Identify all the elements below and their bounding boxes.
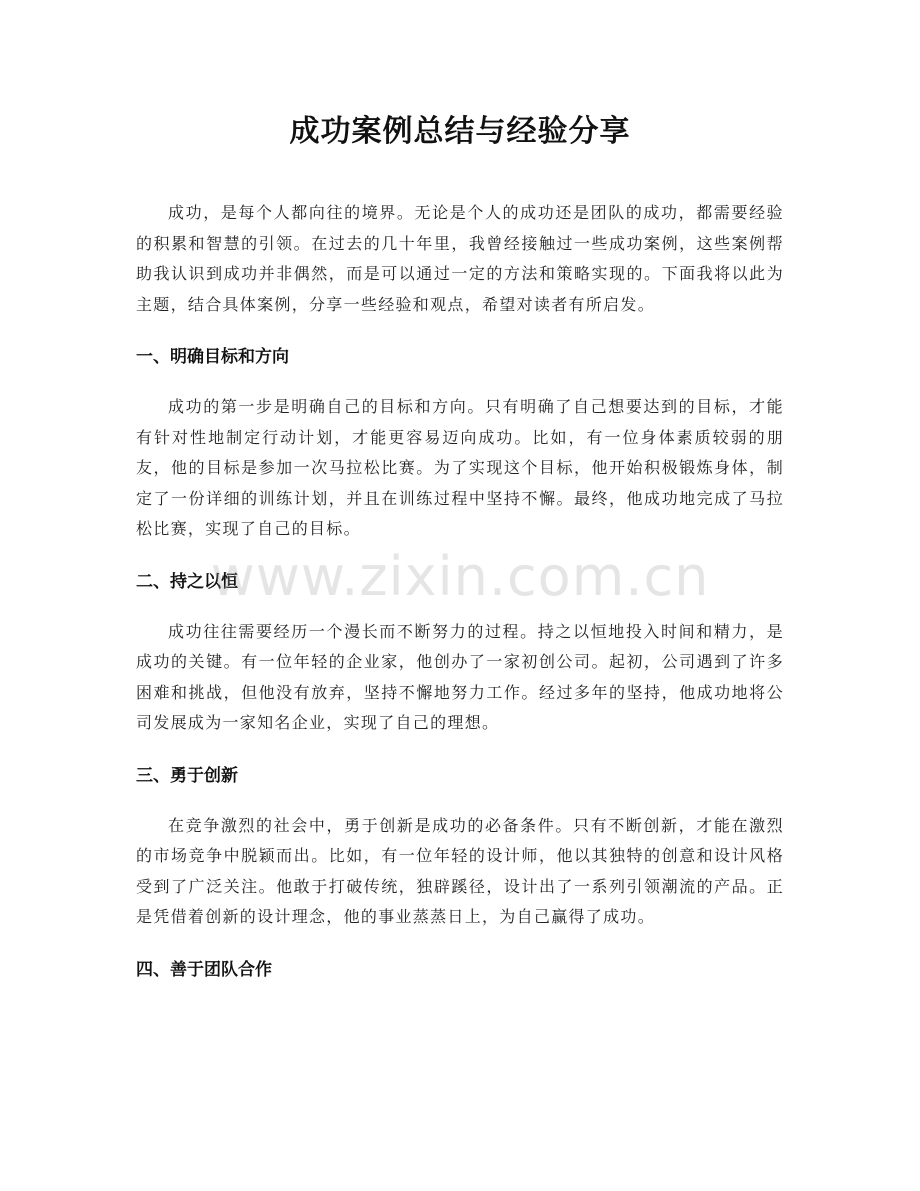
intro-paragraph: 成功，是每个人都向往的境界。无论是个人的成功还是团队的成功，都需要经验的积累和智慧的引领。在过去的几十年里，我曾经接触过一些成功案例，这些案例帮助我认识到成功并非偶然，而是可以通过一定的方法和策略实现的。下面我将以此为主题，结合具体案例，分享一些经验和观点，希望对读者有所启发。 <box>136 203 784 314</box>
section-body-3: 在竞争激烈的社会中，勇于创新是成功的必备条件。只有不断创新，才能在激烈的市场竞争中脱颖而出。比如，有一位年轻的设计师，他以其独特的创意和设计风格受到了广泛关注。他敢于打破传统，独辟蹊径，设计出了一系列引领潮流的产品。正是凭借着创新的设计理念，他的事业蒸蒸日上，为自己赢得了成功。 <box>136 815 784 926</box>
section-heading-2: 二、持之以恒 <box>136 571 238 592</box>
section-body-2: 成功往往需要经历一个漫长而不断努力的过程。持之以恒地投入时间和精力，是成功的关键。有一位年轻的企业家，他创办了一家初创公司。起初，公司遇到了许多困难和挑战，但他没有放弃，坚持不懈地努力工作。经过多年的坚持，他成功地将公司发展成为一家知名企业，实现了自己的理想。 <box>136 621 784 732</box>
section-heading-3: 三、勇于创新 <box>136 765 238 786</box>
section-heading-4: 四、善于团队合作 <box>136 959 272 980</box>
watermark-text: www.zixin.com.cn <box>210 545 710 608</box>
section-body-1: 成功的第一步是明确自己的目标和方向。只有明确了自己想要达到的目标，才能有针对性地制定行动计划，才能更容易迈向成功。比如，有一位身体素质较弱的朋友，他的目标是参加一次马拉松比赛。为了实现这个目标，他开始积极锻炼身体，制定了一份详细的训练计划，并且在训练过程中坚持不懈。最终，他成功地完成了马拉松比赛，实现了自己的目标。 <box>136 397 784 538</box>
document-title: 成功案例总结与经验分享 <box>289 114 631 149</box>
section-heading-1: 一、明确目标和方向 <box>136 347 289 367</box>
